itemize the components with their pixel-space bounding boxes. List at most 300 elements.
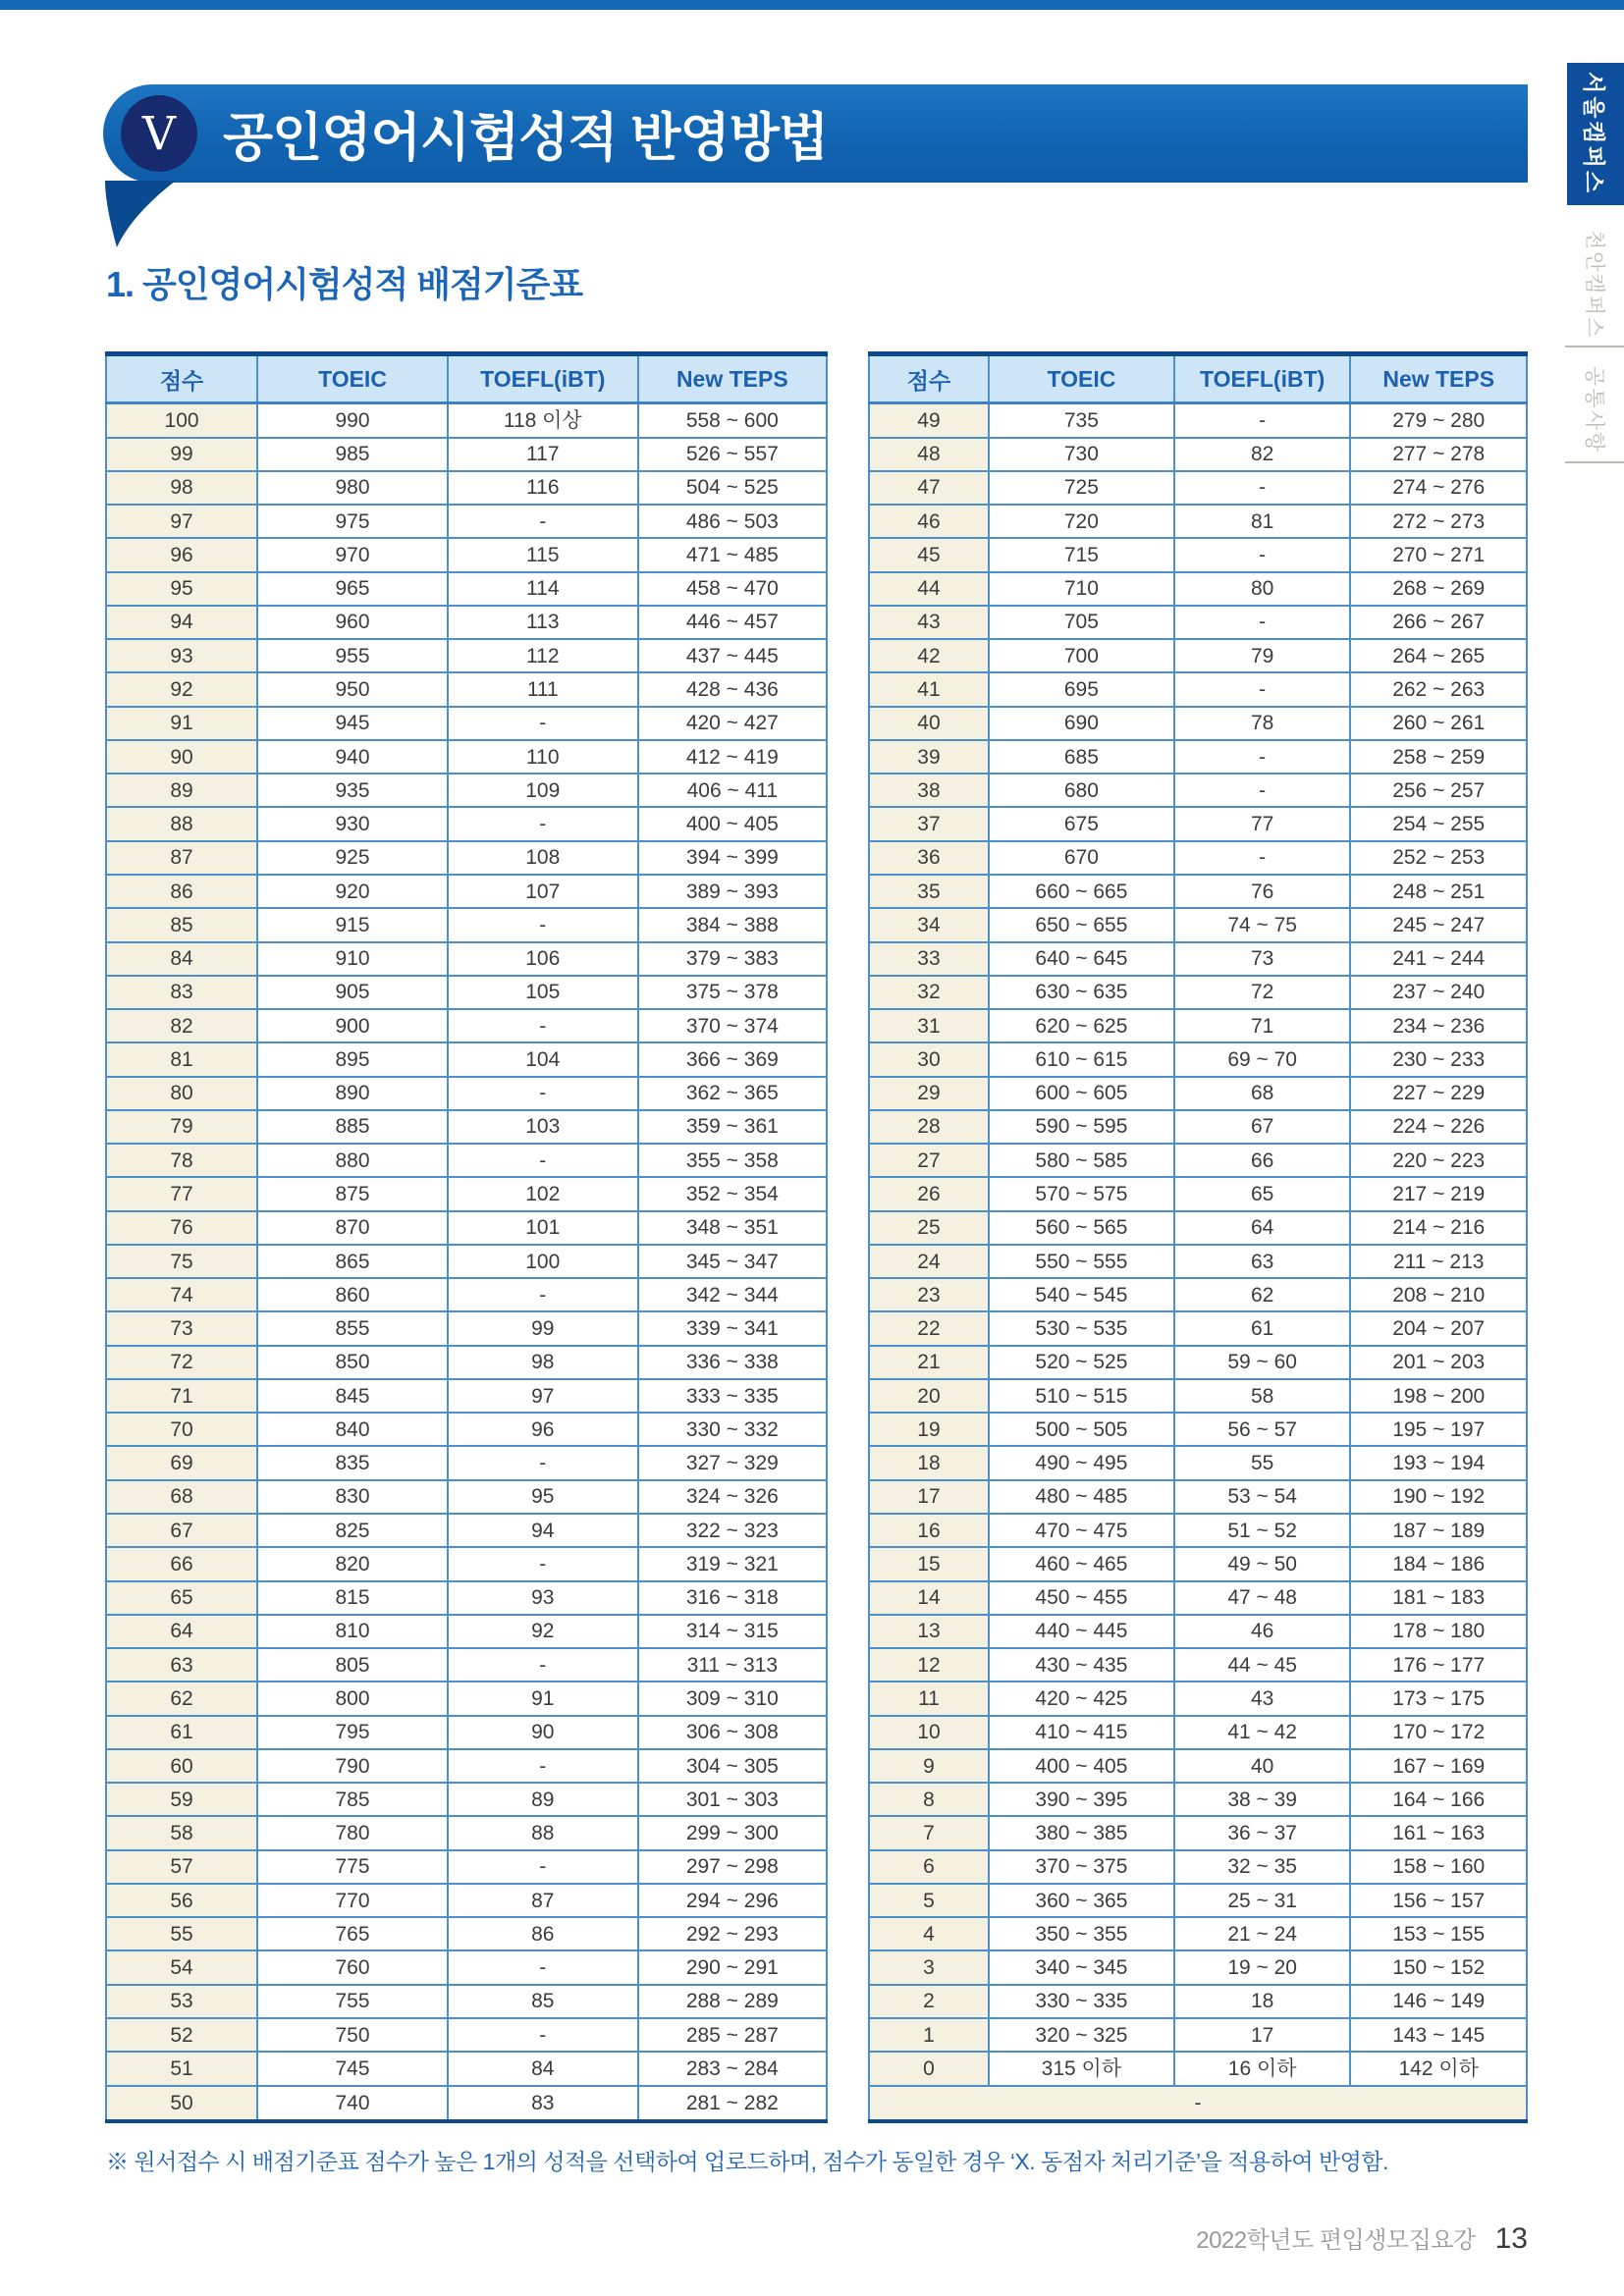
- section-number: V: [142, 106, 176, 161]
- value-cell: 420 ~ 427: [638, 707, 827, 740]
- score-cell: 6: [869, 1850, 989, 1884]
- column-header: TOEFL(iBT): [1174, 354, 1351, 403]
- table-header-row: [106, 354, 827, 403]
- value-cell: -: [448, 707, 638, 740]
- value-cell: 330 ~ 335: [989, 1985, 1174, 2018]
- value-cell: 890: [257, 1077, 448, 1110]
- value-cell: 198 ~ 200: [1350, 1379, 1527, 1413]
- table-row: [106, 1211, 827, 1245]
- column-header: TOEIC: [989, 354, 1174, 403]
- value-cell: 366 ~ 369: [638, 1042, 827, 1076]
- value-cell: 955: [257, 639, 448, 672]
- score-cell: 39: [869, 740, 989, 774]
- score-cell: 89: [106, 774, 257, 807]
- score-cell: 97: [106, 505, 257, 538]
- value-cell: -: [448, 505, 638, 538]
- score-cell: 3: [869, 1950, 989, 1984]
- value-cell: 83: [448, 2086, 638, 2121]
- value-cell: 675: [989, 807, 1174, 840]
- value-cell: 88: [448, 1816, 638, 1849]
- table-row: [106, 1311, 827, 1345]
- value-cell: 970: [257, 538, 448, 571]
- value-cell: 59 ~ 60: [1174, 1346, 1351, 1379]
- table-row: [106, 1615, 827, 1648]
- score-cell: 61: [106, 1716, 257, 1749]
- score-cell: 54: [106, 1950, 257, 1984]
- score-cell: 58: [106, 1816, 257, 1849]
- sidebar-divider: [1565, 346, 1624, 347]
- value-cell: 109: [448, 774, 638, 807]
- value-cell: 324 ~ 326: [638, 1480, 827, 1514]
- table-row: [106, 1278, 827, 1311]
- value-cell: 72: [1174, 976, 1351, 1009]
- value-cell: 220 ~ 223: [1350, 1144, 1527, 1177]
- value-cell: 74 ~ 75: [1174, 908, 1351, 941]
- table-row: [869, 1009, 1527, 1042]
- value-cell: 87: [448, 1884, 638, 1917]
- value-cell: -: [1174, 471, 1351, 505]
- score-cell: 19: [869, 1413, 989, 1446]
- value-cell: 21 ~ 24: [1174, 1917, 1351, 1950]
- table-row: [106, 606, 827, 639]
- table-row: [106, 672, 827, 706]
- banner-title: 공인영어시험성적 반영방법: [223, 109, 829, 167]
- value-cell: 146 ~ 149: [1350, 1985, 1527, 2018]
- score-cell: 77: [106, 1177, 257, 1210]
- value-cell: 44 ~ 45: [1174, 1648, 1351, 1682]
- value-cell: 69 ~ 70: [1174, 1042, 1351, 1076]
- score-cell: 44: [869, 572, 989, 606]
- value-cell: 56 ~ 57: [1174, 1413, 1351, 1446]
- value-cell: 256 ~ 257: [1350, 774, 1527, 807]
- value-cell: 230 ~ 233: [1350, 1042, 1527, 1076]
- value-cell: 118 이상: [448, 403, 638, 438]
- value-cell: 18: [1174, 1985, 1351, 2018]
- value-cell: 237 ~ 240: [1350, 976, 1527, 1009]
- value-cell: 379 ~ 383: [638, 942, 827, 976]
- value-cell: 735: [989, 403, 1174, 438]
- value-cell: 58: [1174, 1379, 1351, 1413]
- score-cell: 42: [869, 639, 989, 672]
- table-row: [869, 1144, 1527, 1177]
- value-cell: -: [448, 1077, 638, 1110]
- value-cell: 266 ~ 267: [1350, 606, 1527, 639]
- table-row: [869, 1749, 1527, 1783]
- value-cell: 685: [989, 740, 1174, 774]
- value-cell: 272 ~ 273: [1350, 505, 1527, 538]
- section-banner: [103, 84, 1528, 183]
- value-cell: 825: [257, 1514, 448, 1547]
- score-cell: 51: [106, 2052, 257, 2085]
- value-cell: 319 ~ 321: [638, 1547, 827, 1580]
- table-row: [106, 1480, 827, 1514]
- value-cell: 153 ~ 155: [1350, 1917, 1527, 1950]
- score-cell: 28: [869, 1110, 989, 1144]
- value-cell: 258 ~ 259: [1350, 740, 1527, 774]
- sidebar-divider: [1565, 461, 1624, 463]
- value-cell: 65: [1174, 1177, 1351, 1210]
- value-cell: 43: [1174, 1682, 1351, 1715]
- value-cell: 98: [448, 1346, 638, 1379]
- score-table-right: [868, 351, 1528, 2123]
- score-cell: 1: [869, 2018, 989, 2052]
- table-row: [106, 1917, 827, 1950]
- value-cell: 190 ~ 192: [1350, 1480, 1527, 1514]
- value-cell: 446 ~ 457: [638, 606, 827, 639]
- value-cell: 101: [448, 1211, 638, 1245]
- value-cell: 67: [1174, 1110, 1351, 1144]
- value-cell: 370 ~ 375: [989, 1850, 1174, 1884]
- value-cell: 820: [257, 1547, 448, 1580]
- score-cell: 90: [106, 740, 257, 774]
- value-cell: 80: [1174, 572, 1351, 606]
- table-row: [106, 1783, 827, 1816]
- table-row: [869, 942, 1527, 976]
- table-row: [869, 976, 1527, 1009]
- value-cell: 400 ~ 405: [638, 807, 827, 840]
- table-row: [869, 672, 1527, 706]
- value-cell: 96: [448, 1413, 638, 1446]
- value-cell: 49 ~ 50: [1174, 1547, 1351, 1580]
- score-cell: 55: [106, 1917, 257, 1950]
- value-cell: -: [448, 1278, 638, 1311]
- value-cell: 170 ~ 172: [1350, 1716, 1527, 1749]
- score-cell: 37: [869, 807, 989, 840]
- value-cell: -: [1174, 774, 1351, 807]
- table-row: [869, 438, 1527, 471]
- top-edge-strip: [0, 0, 1624, 10]
- value-cell: 176 ~ 177: [1350, 1648, 1527, 1682]
- score-cell: 2: [869, 1985, 989, 2018]
- score-cell: 12: [869, 1648, 989, 1682]
- table-row: [106, 572, 827, 606]
- score-cell: 71: [106, 1379, 257, 1413]
- table-header: [106, 354, 827, 403]
- value-cell: -: [1174, 606, 1351, 639]
- score-cell: 23: [869, 1278, 989, 1311]
- value-cell: 208 ~ 210: [1350, 1278, 1527, 1311]
- score-cell: 68: [106, 1480, 257, 1514]
- score-cell: 53: [106, 1985, 257, 2018]
- value-cell: 142 이하: [1350, 2052, 1527, 2085]
- value-cell: 720: [989, 505, 1174, 538]
- score-cell: 78: [106, 1144, 257, 1177]
- value-cell: 815: [257, 1581, 448, 1615]
- value-cell: 745: [257, 2052, 448, 2085]
- value-cell: 650 ~ 655: [989, 908, 1174, 941]
- value-cell: 38 ~ 39: [1174, 1783, 1351, 1816]
- value-cell: 352 ~ 354: [638, 1177, 827, 1210]
- value-cell: 283 ~ 284: [638, 2052, 827, 2085]
- table-header-row: [869, 354, 1527, 403]
- value-cell: 406 ~ 411: [638, 774, 827, 807]
- value-cell: 322 ~ 323: [638, 1514, 827, 1547]
- table-row: [106, 807, 827, 840]
- value-cell: 264 ~ 265: [1350, 639, 1527, 672]
- table-row: [106, 1245, 827, 1278]
- score-cell: 14: [869, 1581, 989, 1615]
- table-row: [869, 1648, 1527, 1682]
- value-cell: -: [448, 2018, 638, 2052]
- score-cell: 94: [106, 606, 257, 639]
- value-cell: 279 ~ 280: [1350, 403, 1527, 438]
- score-cell: 21: [869, 1346, 989, 1379]
- value-cell: 390 ~ 395: [989, 1783, 1174, 1816]
- value-cell: 412 ~ 419: [638, 740, 827, 774]
- score-cell: 31: [869, 1009, 989, 1042]
- value-cell: 277 ~ 278: [1350, 438, 1527, 471]
- value-cell: 520 ~ 525: [989, 1346, 1174, 1379]
- table-row: [106, 505, 827, 538]
- value-cell: 16 이하: [1174, 2052, 1351, 2085]
- table-row: [106, 2086, 827, 2121]
- table-body: [106, 403, 827, 2122]
- value-cell: 830: [257, 1480, 448, 1514]
- value-cell: 113: [448, 606, 638, 639]
- value-cell: 66: [1174, 1144, 1351, 1177]
- table-row: [106, 1177, 827, 1210]
- table-row: [869, 1816, 1527, 1849]
- table-row: [869, 1480, 1527, 1514]
- value-cell: 64: [1174, 1211, 1351, 1245]
- value-cell: 750: [257, 2018, 448, 2052]
- value-cell: 765: [257, 1917, 448, 1950]
- score-cell: 80: [106, 1077, 257, 1110]
- table-row: [869, 1042, 1527, 1076]
- score-cell: 92: [106, 672, 257, 706]
- table-row: [106, 2018, 827, 2052]
- value-cell: 437 ~ 445: [638, 639, 827, 672]
- table-row: [869, 1177, 1527, 1210]
- value-cell: 82: [1174, 438, 1351, 471]
- score-cell: 49: [869, 403, 989, 438]
- value-cell: 161 ~ 163: [1350, 1816, 1527, 1849]
- sidebar-tab-label: 서울캠퍼스: [1581, 72, 1607, 196]
- table-row: [869, 774, 1527, 807]
- value-cell: 114: [448, 572, 638, 606]
- score-cell: 18: [869, 1446, 989, 1479]
- table-row: [106, 707, 827, 740]
- value-cell: 980: [257, 471, 448, 505]
- value-cell: 117: [448, 438, 638, 471]
- value-cell: 504 ~ 525: [638, 471, 827, 505]
- value-cell: -: [1174, 841, 1351, 875]
- value-cell: 985: [257, 438, 448, 471]
- score-cell: 11: [869, 1682, 989, 1715]
- value-cell: 600 ~ 605: [989, 1077, 1174, 1110]
- value-cell: -: [448, 1749, 638, 1783]
- banner-ribbon-fold: [103, 181, 178, 249]
- value-cell: 795: [257, 1716, 448, 1749]
- table-row: [106, 908, 827, 941]
- value-cell: 580 ~ 585: [989, 1144, 1174, 1177]
- value-cell: 68: [1174, 1077, 1351, 1110]
- value-cell: -: [448, 1850, 638, 1884]
- value-cell: 290 ~ 291: [638, 1950, 827, 1984]
- table-row: [869, 606, 1527, 639]
- table-row: [106, 1985, 827, 2018]
- score-cell: 32: [869, 976, 989, 1009]
- table-row: [869, 1311, 1527, 1345]
- value-cell: 870: [257, 1211, 448, 1245]
- score-cell: 52: [106, 2018, 257, 2052]
- score-cell: 64: [106, 1615, 257, 1648]
- score-cell: 29: [869, 1077, 989, 1110]
- value-cell: 301 ~ 303: [638, 1783, 827, 1816]
- value-cell: 51 ~ 52: [1174, 1514, 1351, 1547]
- table-row: [106, 976, 827, 1009]
- table-row: [106, 1514, 827, 1547]
- value-cell: 960: [257, 606, 448, 639]
- table-row: [869, 1077, 1527, 1110]
- table-row: [106, 1144, 827, 1177]
- value-cell: 359 ~ 361: [638, 1110, 827, 1144]
- score-cell: 20: [869, 1379, 989, 1413]
- table-row: [869, 1446, 1527, 1479]
- value-cell: -: [448, 1950, 638, 1984]
- table-row: [869, 538, 1527, 571]
- value-cell: 800: [257, 1682, 448, 1715]
- value-cell: 306 ~ 308: [638, 1716, 827, 1749]
- value-cell: -: [1174, 538, 1351, 571]
- value-cell: 339 ~ 341: [638, 1311, 827, 1345]
- value-cell: 910: [257, 942, 448, 976]
- table-row: [106, 1413, 827, 1446]
- score-cell: 22: [869, 1311, 989, 1345]
- sidebar-tab-seoul-campus: [1567, 63, 1624, 205]
- value-cell: 184 ~ 186: [1350, 1547, 1527, 1580]
- score-cell: 83: [106, 976, 257, 1009]
- score-cell: 66: [106, 1547, 257, 1580]
- value-cell: 526 ~ 557: [638, 438, 827, 471]
- value-cell: -: [448, 807, 638, 840]
- table-row: [106, 471, 827, 505]
- score-cell: 65: [106, 1581, 257, 1615]
- column-header: TOEIC: [257, 354, 448, 403]
- page-title: 1. 공인영어시험성적 배점기준표: [106, 264, 583, 304]
- table-row: [869, 1783, 1527, 1816]
- value-cell: 730: [989, 438, 1174, 471]
- value-cell: 510 ~ 515: [989, 1379, 1174, 1413]
- score-cell: 13: [869, 1615, 989, 1648]
- value-cell: 755: [257, 1985, 448, 2018]
- value-cell: 965: [257, 572, 448, 606]
- table-row: [869, 2052, 1527, 2085]
- table-row: [869, 403, 1527, 438]
- table-header: [869, 354, 1527, 403]
- value-cell: 62: [1174, 1278, 1351, 1311]
- table-row: [106, 1682, 827, 1715]
- score-cell: 69: [106, 1446, 257, 1479]
- sidebar-tab-label: 천안캠퍼스: [1583, 230, 1605, 340]
- score-cell: 100: [106, 403, 257, 438]
- value-cell: 281 ~ 282: [638, 2086, 827, 2121]
- score-cell: 60: [106, 1749, 257, 1783]
- value-cell: 845: [257, 1379, 448, 1413]
- score-cell: 34: [869, 908, 989, 941]
- score-cell: 88: [106, 807, 257, 840]
- value-cell: 348 ~ 351: [638, 1211, 827, 1245]
- value-cell: 330 ~ 332: [638, 1413, 827, 1446]
- table-row: [106, 1379, 827, 1413]
- score-cell: 50: [106, 2086, 257, 2121]
- score-cell: 33: [869, 942, 989, 976]
- score-cell: 24: [869, 1245, 989, 1278]
- table-row: [106, 841, 827, 875]
- value-cell: 294 ~ 296: [638, 1884, 827, 1917]
- value-cell: 380 ~ 385: [989, 1816, 1174, 1849]
- value-cell: 470 ~ 475: [989, 1514, 1174, 1547]
- section-number-badge: [121, 95, 197, 172]
- value-cell: 241 ~ 244: [1350, 942, 1527, 976]
- table-row: [106, 740, 827, 774]
- value-cell: 925: [257, 841, 448, 875]
- value-cell: 355 ~ 358: [638, 1144, 827, 1177]
- value-cell: 705: [989, 606, 1174, 639]
- value-cell: 234 ~ 236: [1350, 1009, 1527, 1042]
- table-row: [869, 1110, 1527, 1144]
- value-cell: 327 ~ 329: [638, 1446, 827, 1479]
- score-cell: 27: [869, 1144, 989, 1177]
- score-cell: 9: [869, 1749, 989, 1783]
- value-cell: 262 ~ 263: [1350, 672, 1527, 706]
- value-cell: 940: [257, 740, 448, 774]
- value-cell: 270 ~ 271: [1350, 538, 1527, 571]
- score-cell: 48: [869, 438, 989, 471]
- value-cell: 164 ~ 166: [1350, 1783, 1527, 1816]
- value-cell: 900: [257, 1009, 448, 1042]
- score-cell: 41: [869, 672, 989, 706]
- table-row: [869, 1615, 1527, 1648]
- value-cell: 158 ~ 160: [1350, 1850, 1527, 1884]
- table-row: [869, 471, 1527, 505]
- value-cell: 316 ~ 318: [638, 1581, 827, 1615]
- value-cell: 440 ~ 445: [989, 1615, 1174, 1648]
- value-cell: 785: [257, 1783, 448, 1816]
- table-row: [869, 1682, 1527, 1715]
- page-footer: [1196, 2220, 1528, 2256]
- column-header: 점수: [106, 354, 257, 403]
- table-row: [106, 1042, 827, 1076]
- value-cell: 85: [448, 1985, 638, 2018]
- value-cell: 875: [257, 1177, 448, 1210]
- value-cell: 167 ~ 169: [1350, 1749, 1527, 1783]
- value-cell: 112: [448, 639, 638, 672]
- table-row: [869, 1346, 1527, 1379]
- value-cell: 314 ~ 315: [638, 1615, 827, 1648]
- value-cell: 558 ~ 600: [638, 403, 827, 438]
- value-cell: 115: [448, 538, 638, 571]
- value-cell: 40: [1174, 1749, 1351, 1783]
- value-cell: 500 ~ 505: [989, 1413, 1174, 1446]
- column-header: New TEPS: [638, 354, 827, 403]
- table-row: [106, 1446, 827, 1479]
- value-cell: 41 ~ 42: [1174, 1716, 1351, 1749]
- value-cell: 108: [448, 841, 638, 875]
- value-cell: 560 ~ 565: [989, 1211, 1174, 1245]
- table-row: [106, 403, 827, 438]
- value-cell: 204 ~ 207: [1350, 1311, 1527, 1345]
- value-cell: 99: [448, 1311, 638, 1345]
- value-cell: 195 ~ 197: [1350, 1413, 1527, 1446]
- table-row: [869, 807, 1527, 840]
- value-cell: 150 ~ 152: [1350, 1950, 1527, 1984]
- score-cell: 73: [106, 1311, 257, 1345]
- value-cell: 91: [448, 1682, 638, 1715]
- value-cell: -: [448, 1446, 638, 1479]
- table-row: [869, 1379, 1527, 1413]
- table-row: [869, 1413, 1527, 1446]
